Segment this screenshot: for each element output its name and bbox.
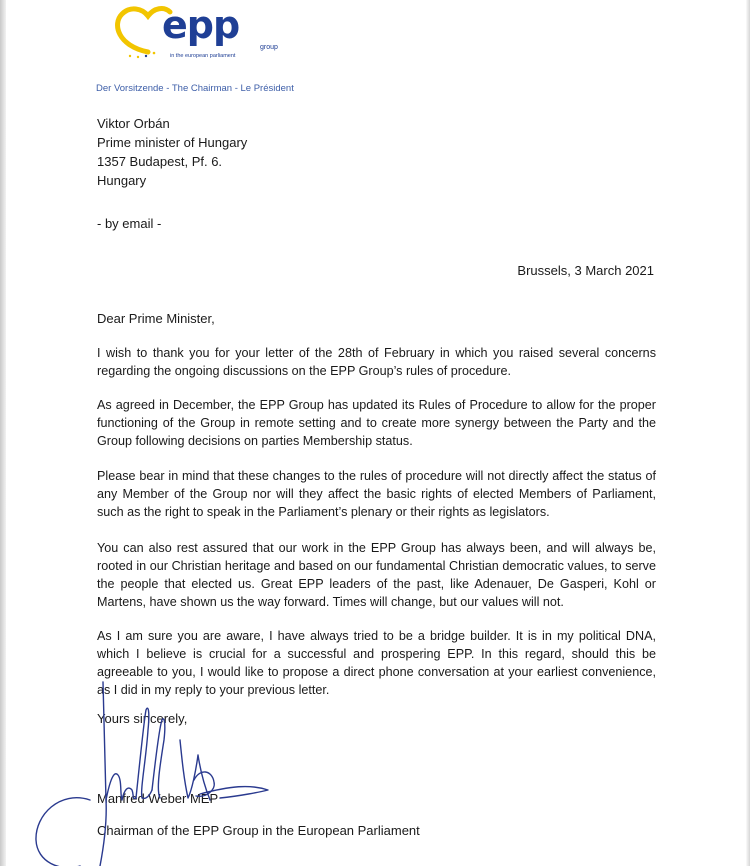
- salutation: Dear Prime Minister,: [97, 311, 215, 326]
- epp-group-logo: [108, 2, 288, 68]
- paragraph-thanks: I wish to thank you for your letter of the 28th of February in which you raised several concerns regarding the ongoing discussions on the EPP Group’s rules of procedure.: [97, 346, 656, 378]
- paragraph-member-rights: Please bear in mind that these changes to the rules of procedure will not directly affect the status of any Member of the Group nor will they affect the basic rights of elected Members of Parliament, such as the right to speak in the Parliament’s plenary or their rights as legislators.: [97, 469, 656, 519]
- signer-name: Manfred Weber MEP: [97, 791, 219, 806]
- chairman-line: Der Vorsitzende - The Chairman - Le Président: [96, 83, 294, 94]
- logo-tagline: in the european parliament: [170, 53, 236, 59]
- closing: Yours sincerely,: [97, 711, 188, 726]
- signer-title: Chairman of the EPP Group in the European Parliament: [97, 823, 420, 838]
- date-line: Brussels, 3 March 2021: [517, 263, 654, 278]
- logo-wordmark: epp: [162, 3, 240, 47]
- paragraph-values: You can also rest assured that our work in the EPP Group has always been, and will always be, rooted in our Christian heritage and based on our fundamental Christian democratic values, to serve the people that elected us. Great EPP leaders of the past, like Adenauer, De Gasperi, Kohl or Martens, have shown us the way forward. Times will change, but our values will not.: [97, 541, 656, 609]
- paragraph-rules-update: As agreed in December, the EPP Group has updated its Rules of Procedure to allow for the proper functioning of the Group in remote setting and to create more synergy between the Party and the Group following decisions on parties Membership status.: [97, 398, 656, 448]
- recipient-street: 1357 Budapest, Pf. 6.: [97, 154, 223, 169]
- logo-subtext: group: [260, 44, 278, 51]
- delivery-method: - by email -: [97, 216, 162, 231]
- page-edge-left: [0, 0, 6, 866]
- recipient-title: Prime minister of Hungary: [97, 135, 248, 150]
- page-edge-right: [746, 0, 750, 866]
- paragraph-bridge-builder: As I am sure you are aware, I have always tried to be a bridge builder. It is in my political DNA, which I believe is crucial for a successful and prospering EPP. In this regard, should this be agreeable to you, I would like to propose a direct phone conversation at your earliest convenience, as I did in my reply to your previous letter.: [97, 629, 656, 697]
- recipient-country: Hungary: [97, 173, 147, 188]
- recipient-address: [97, 114, 247, 190]
- recipient-name: Viktor Orbán: [97, 116, 170, 131]
